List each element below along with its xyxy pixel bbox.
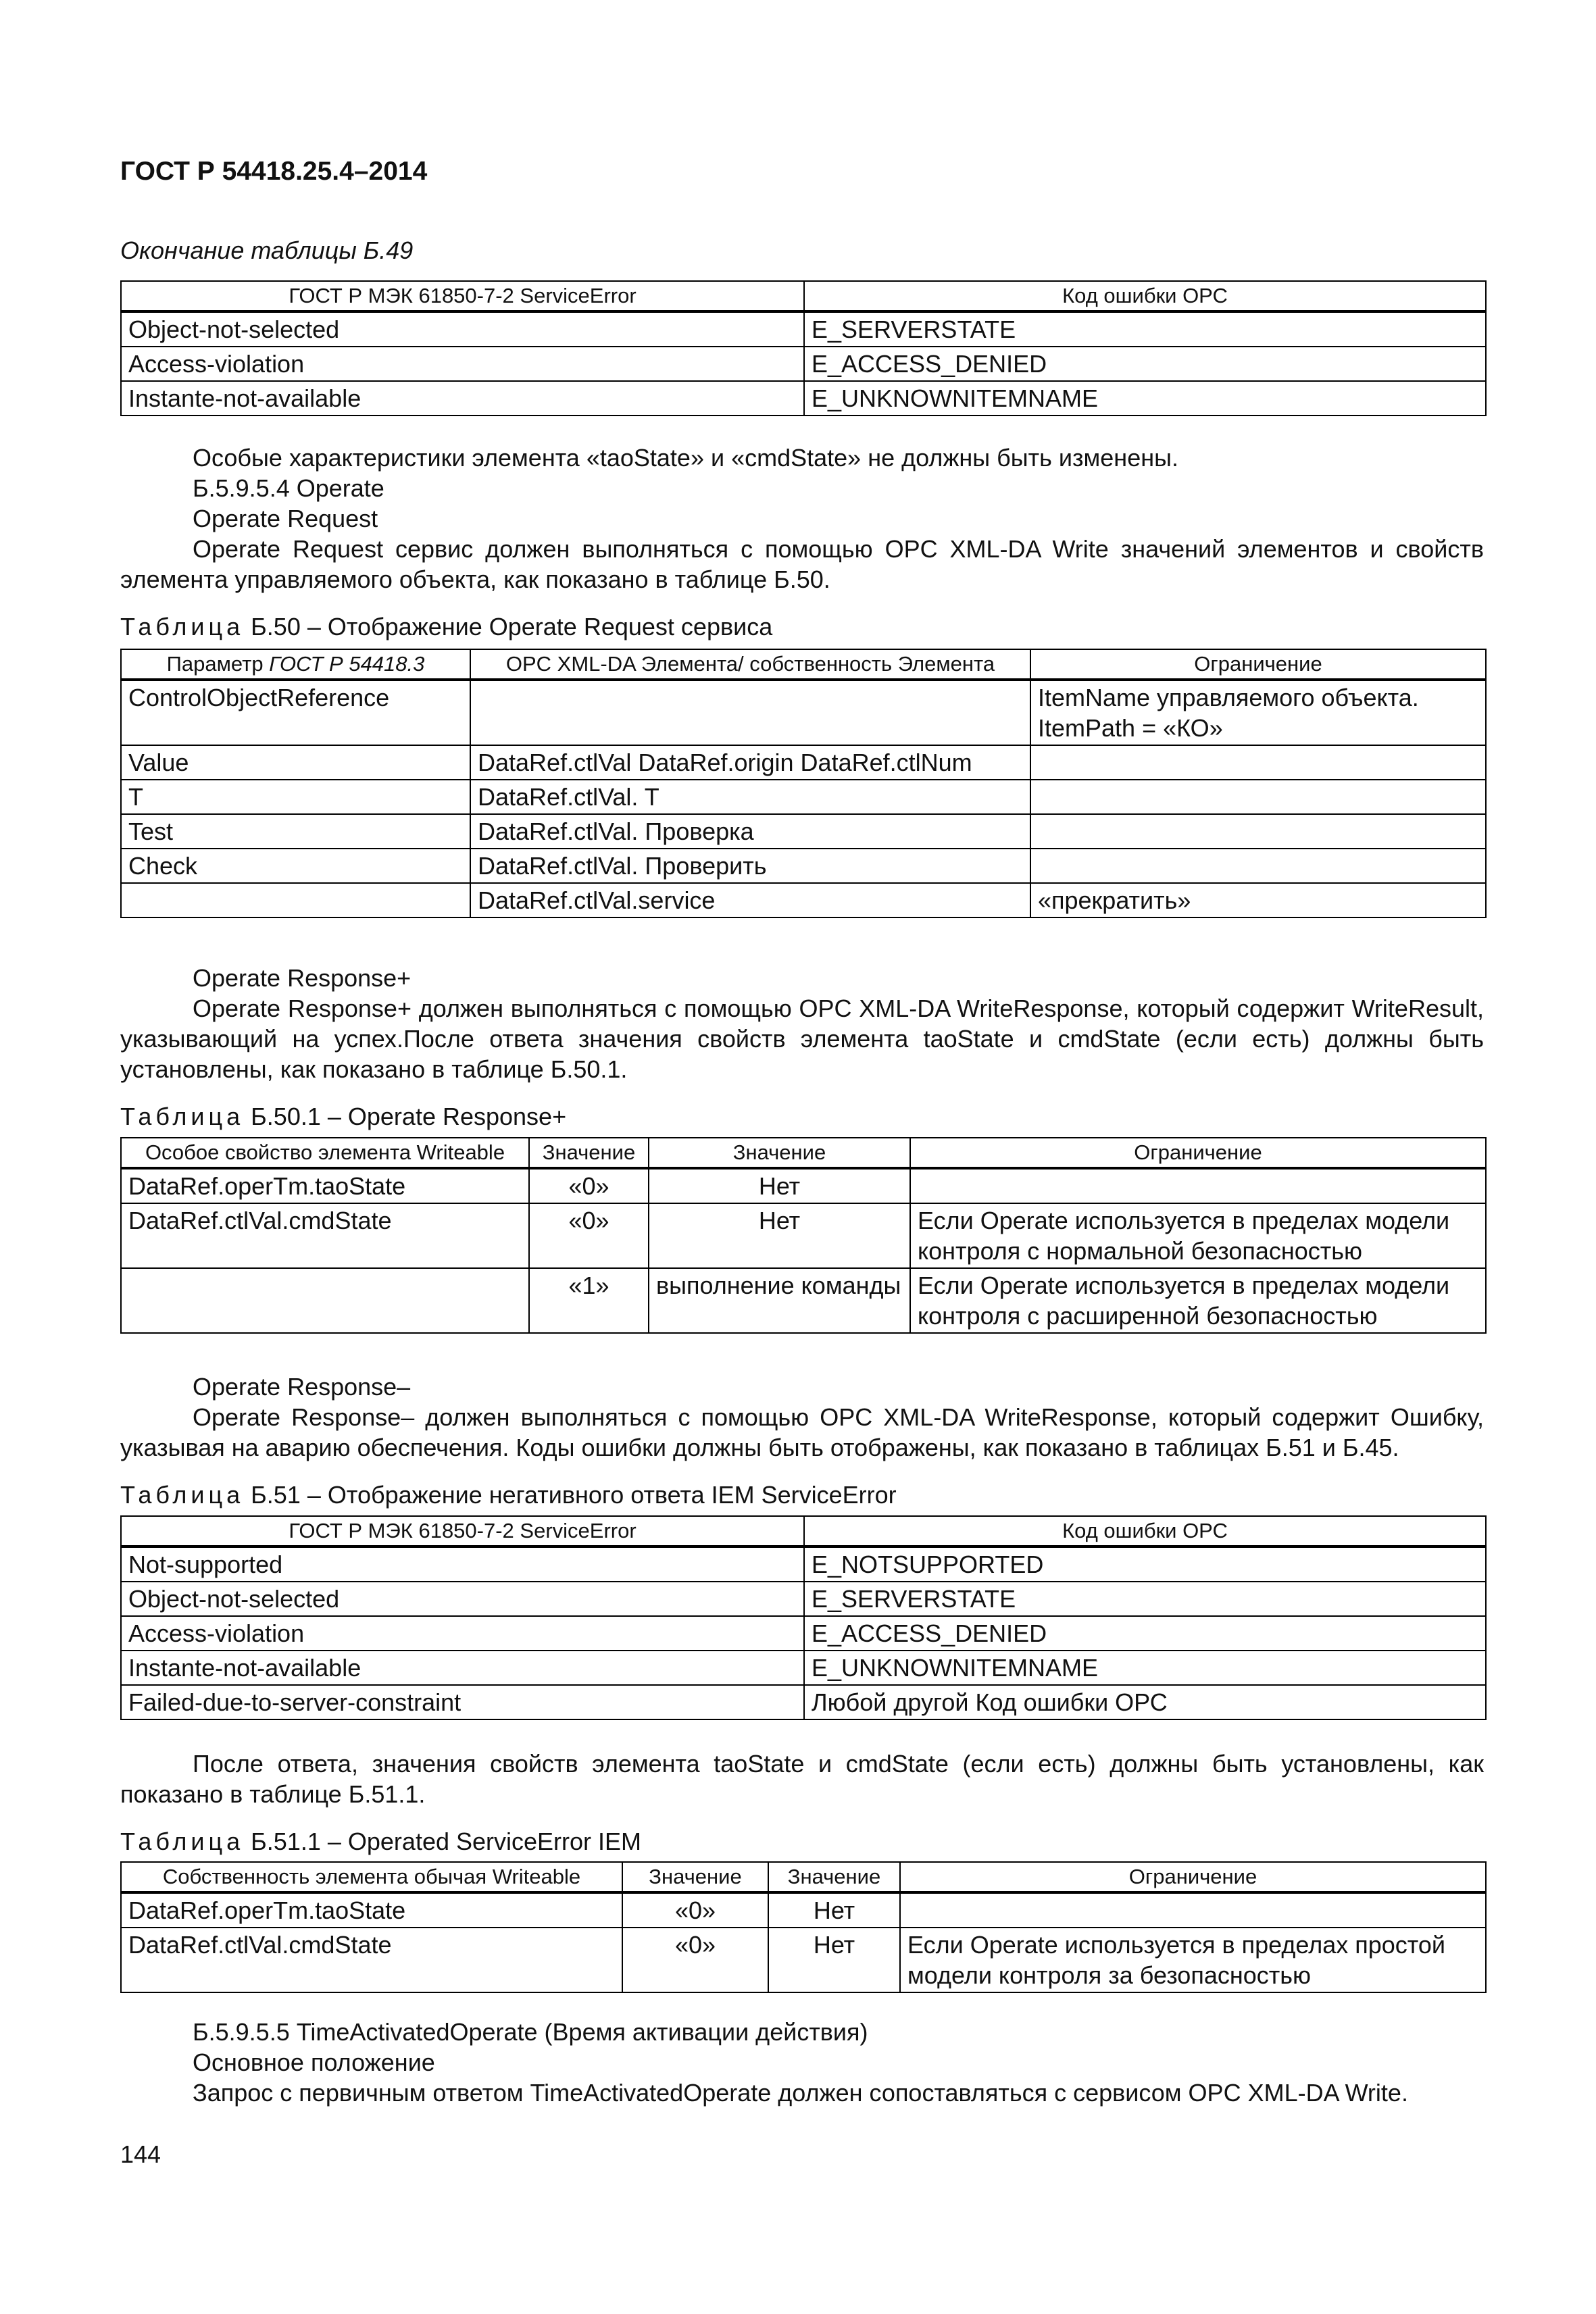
paragraph: Особые характеристики элемента «taoState» и «cmdState» не должны быть изменены.: [193, 444, 1178, 472]
table-cell: Instante-not-available: [121, 1651, 804, 1685]
table-row: [121, 1616, 1486, 1651]
table-title-label: Таблица: [120, 1828, 245, 1855]
table-row: [121, 1892, 1486, 1928]
table-b49: [120, 280, 1487, 416]
table-header-cell: Значение: [529, 1138, 649, 1168]
table-b50: [120, 649, 1487, 918]
table-row: [121, 745, 1486, 780]
table-b511: [120, 1861, 1487, 1993]
header-prefix: Параметр: [166, 652, 270, 676]
table-cell: [121, 883, 470, 917]
table-cell: Если Operate используется в пределах модели контроля с расширенной безопасностью: [910, 1268, 1486, 1333]
table-row: [121, 780, 1486, 814]
section-heading: Б.5.9.5.4 Operate: [193, 474, 384, 502]
table-header-cell: ГОСТ Р МЭК 61850-7-2 ServiceError: [121, 1516, 804, 1546]
table-header-cell: Ограничение: [1030, 649, 1486, 680]
table-b501: [120, 1137, 1487, 1334]
header-standard-ref: ГОСТ Р 54418.3: [269, 652, 425, 676]
table-row: [121, 883, 1486, 917]
table-cell: E_SERVERSTATE: [804, 311, 1486, 347]
table-cell: «0»: [622, 1928, 768, 1992]
table-header-cell: Значение: [622, 1862, 768, 1892]
table-cell: DataRef.ctlVal. Проверка: [470, 814, 1030, 849]
table-title-label: Таблица: [120, 1103, 245, 1130]
paragraph: После ответа, значения свойств элемента taoState и cmdState (если есть) должны быть установлены, как показано в таблице Б.51.1.: [120, 1750, 1484, 1808]
table-cell: Access-violation: [121, 347, 804, 381]
table-row: [121, 1168, 1486, 1203]
table-cell: Object-not-selected: [121, 311, 804, 347]
table-header-cell: Ограничение: [900, 1862, 1486, 1892]
table-cell: DataRef.ctlVal.cmdState: [121, 1203, 529, 1268]
table-header-cell: Значение: [649, 1138, 910, 1168]
table-cell: «прекратить»: [1030, 883, 1486, 917]
table-cell: DataRef.ctlVal.service: [470, 883, 1030, 917]
paragraph: Operate Request сервис должен выполняться с помощью OPC XML-DA Write значений элементов и свойств элемента управляемого объекта, как показано в таблице Б.50.: [120, 535, 1484, 593]
table-header-cell: Ограничение: [910, 1138, 1486, 1168]
paragraph: Запрос с первичным ответом TimeActivatedOperate должен сопоставляться с сервисом OPC XML-DA Write.: [193, 2079, 1408, 2107]
table-cell: DataRef.ctlVal. T: [470, 780, 1030, 814]
text-block-operate: [120, 443, 1484, 595]
table-row: [121, 1928, 1486, 1992]
table-row: [121, 849, 1486, 883]
table-cell: E_UNKNOWNITEMNAME: [804, 381, 1486, 416]
table-cell: DataRef.operTm.taoState: [121, 1892, 622, 1928]
table-title-b51: [120, 1481, 897, 1509]
table-cell: ControlObjectReference: [121, 680, 470, 745]
text-block-time-activated: [120, 2017, 1484, 2108]
table-title-text: Б.51.1 – Operated ServiceError IEM: [251, 1828, 642, 1855]
table-cell: Любой другой Код ошибки ОРС: [804, 1685, 1486, 1719]
table-header-cell: [121, 649, 470, 680]
page-number: 144: [120, 2140, 161, 2168]
table-cell: Instante-not-available: [121, 381, 804, 416]
table-cell: Not-supported: [121, 1546, 804, 1582]
table-title-b501: [120, 1103, 566, 1131]
table-cell: Нет: [768, 1892, 900, 1928]
text-block-after-response: [120, 1749, 1484, 1809]
text-block-response-minus: [120, 1372, 1484, 1463]
table-cell: «0»: [529, 1203, 649, 1268]
table-cell: ItemName управляемого объекта. ItemPath = «КО»: [1030, 680, 1486, 745]
table-row: [121, 311, 1486, 347]
table-cell: E_NOTSUPPORTED: [804, 1546, 1486, 1582]
table-cell: [1030, 814, 1486, 849]
table-cell: «1»: [529, 1268, 649, 1333]
table-cell: DataRef.ctlVal. Проверить: [470, 849, 1030, 883]
table-row: [121, 1546, 1486, 1582]
table-cell: выполнение команды: [649, 1268, 910, 1333]
subsection-heading: Основное положение: [193, 2048, 435, 2076]
table-cell: DataRef.operTm.taoState: [121, 1168, 529, 1203]
table-cell: DataRef.ctlVal DataRef.origin DataRef.ctlNum: [470, 745, 1030, 780]
table-cell: [121, 1268, 529, 1333]
table-cell: [1030, 849, 1486, 883]
table-cell: DataRef.ctlVal.cmdState: [121, 1928, 622, 1992]
table-title-text: Б.50 – Отображение Operate Request сервиса: [251, 613, 773, 640]
table-cell: E_SERVERSTATE: [804, 1582, 1486, 1616]
table-cell: Check: [121, 849, 470, 883]
subsection-heading: Operate Response–: [193, 1373, 411, 1401]
table-cell: Если Operate используется в пределах простой модели контроля за безопасностью: [900, 1928, 1486, 1992]
table-cell: Если Operate используется в пределах модели контроля с нормальной безопасностью: [910, 1203, 1486, 1268]
table-header-cell: Собственность элемента обычая Writeable: [121, 1862, 622, 1892]
table-cell: T: [121, 780, 470, 814]
table-continuation-caption: Окончание таблицы Б.49: [120, 236, 414, 264]
table-cell: E_UNKNOWNITEMNAME: [804, 1651, 1486, 1685]
table-row: [121, 1203, 1486, 1268]
text-block-response-plus: [120, 963, 1484, 1084]
paragraph: Operate Response– должен выполняться с помощью OPC XML-DA WriteResponse, который содержит Ошибку, указывая на аварию обеспечения. Коды ошибки должны быть отображены, как показано в таблицах Б.51 и Б.45.: [120, 1403, 1484, 1461]
table-cell: [470, 680, 1030, 745]
table-header-cell: Код ошибки ОРС: [804, 1516, 1486, 1546]
table-title-b511: [120, 1828, 641, 1856]
table-cell: [910, 1168, 1486, 1203]
table-row: [121, 381, 1486, 416]
document-header: ГОСТ Р 54418.25.4–2014: [120, 157, 428, 186]
subsection-heading: Operate Request: [193, 505, 378, 532]
table-header-cell: ГОСТ Р МЭК 61850-7-2 ServiceError: [121, 281, 804, 311]
table-cell: Object-not-selected: [121, 1582, 804, 1616]
table-row: [121, 1685, 1486, 1719]
paragraph: Operate Response+ должен выполняться с помощью OPC XML-DA WriteResponse, который содержит WriteResult, указывающий на успех.После ответа значения свойств элемента taoState и cmdState (если есть) должны быть установлены, как показано в таблице Б.50.1.: [120, 995, 1484, 1083]
table-cell: Нет: [768, 1928, 900, 1992]
table-title-text: Б.51 – Отображение негативного ответа IEM ServiceError: [251, 1481, 897, 1509]
table-cell: Нет: [649, 1168, 910, 1203]
table-cell: «0»: [529, 1168, 649, 1203]
table-row: [121, 347, 1486, 381]
table-title-text: Б.50.1 – Operate Response+: [251, 1103, 567, 1130]
table-header-cell: Значение: [768, 1862, 900, 1892]
table-row: [121, 1582, 1486, 1616]
table-title-label: Таблица: [120, 1481, 245, 1509]
subsection-heading: Operate Response+: [193, 964, 412, 992]
table-header-cell: Особое свойство элемента Writeable: [121, 1138, 529, 1168]
table-header-cell: OPC XML-DA Элемента/ собственность Элемента: [470, 649, 1030, 680]
table-header-cell: Код ошибки ОРС: [804, 281, 1486, 311]
table-cell: Failed-due-to-server-constraint: [121, 1685, 804, 1719]
table-title-b50: [120, 613, 772, 641]
table-cell: E_ACCESS_DENIED: [804, 1616, 1486, 1651]
table-row: [121, 1651, 1486, 1685]
table-cell: Value: [121, 745, 470, 780]
section-heading: Б.5.9.5.5 TimeActivatedOperate (Время активации действия): [193, 2018, 868, 2046]
table-row: [121, 814, 1486, 849]
table-cell: [1030, 745, 1486, 780]
table-cell: E_ACCESS_DENIED: [804, 347, 1486, 381]
table-cell: Access-violation: [121, 1616, 804, 1651]
table-cell: [900, 1892, 1486, 1928]
table-cell: «0»: [622, 1892, 768, 1928]
table-row: [121, 680, 1486, 745]
table-cell: Test: [121, 814, 470, 849]
table-title-label: Таблица: [120, 613, 245, 640]
table-cell: Нет: [649, 1203, 910, 1268]
table-b51: [120, 1515, 1487, 1720]
table-row: [121, 1268, 1486, 1333]
table-cell: [1030, 780, 1486, 814]
